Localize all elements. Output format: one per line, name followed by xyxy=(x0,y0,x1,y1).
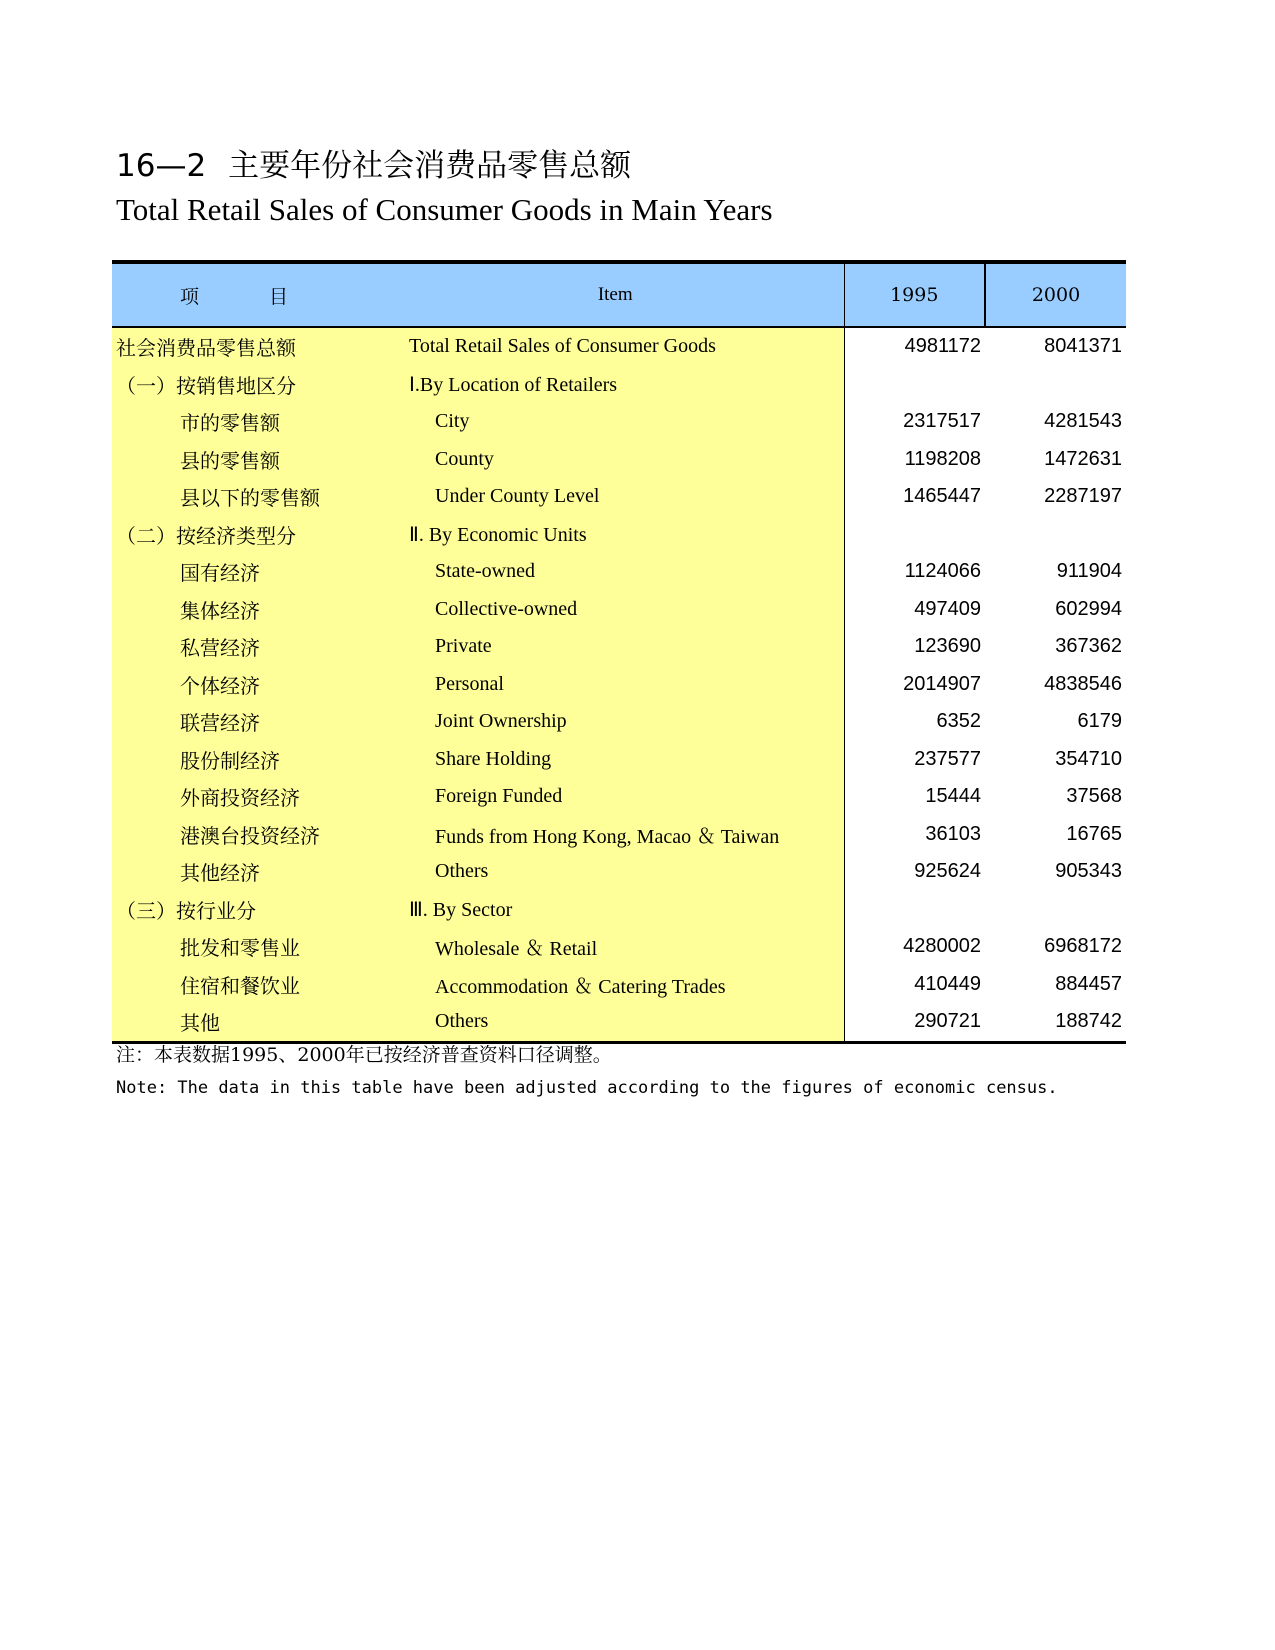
row-label-cn: 联营经济 xyxy=(112,703,387,741)
table-row xyxy=(112,778,1126,816)
table-row xyxy=(112,741,1126,779)
table-row xyxy=(112,928,1126,966)
table-row xyxy=(112,628,1126,666)
row-label-en: State-owned xyxy=(387,553,844,591)
row-value-1995: 1124066 xyxy=(904,560,981,583)
row-label-en: Funds from Hong Kong, Macao ＆ Taiwan xyxy=(387,816,844,854)
row-value-2000: 884457 xyxy=(1055,972,1122,995)
footnote-cn: 注：本表数据1995、2000年已按经济普查资料口径调整。 xyxy=(116,1044,612,1066)
row-value-2000 xyxy=(985,366,1126,404)
row-label-cn: 社会消费品零售总额 xyxy=(112,327,387,366)
table-number: 16—2 xyxy=(116,148,207,184)
table-row xyxy=(112,853,1126,891)
table-row xyxy=(112,478,1126,516)
row-label-cn: 县以下的零售额 xyxy=(112,478,387,516)
row-value-1995: 6352 xyxy=(936,710,981,733)
row-label-en: County xyxy=(387,441,844,479)
table-row xyxy=(112,327,1126,366)
row-value-1995: 925624 xyxy=(914,860,981,883)
row-label-en: Ⅱ. By Economic Units xyxy=(387,516,844,554)
row-value-1995: 4280002 xyxy=(903,935,981,958)
row-value-2000: 188742 xyxy=(1055,1010,1122,1033)
row-label-cn: 港澳台投资经济 xyxy=(112,816,387,854)
row-label-en: Accommodation ＆ Catering Trades xyxy=(387,966,844,1004)
row-label-cn: 集体经济 xyxy=(112,591,387,629)
row-value-2000: 1472631 xyxy=(1044,447,1122,470)
row-label-cn: 其他经济 xyxy=(112,853,387,891)
row-value-1995: 4981172 xyxy=(904,335,981,358)
page-title-en: Total Retail Sales of Consumer Goods in Main Years xyxy=(116,192,773,227)
row-label-cn: 住宿和餐饮业 xyxy=(112,966,387,1004)
row-label-en: Share Holding xyxy=(387,741,844,779)
row-value-2000: 2287197 xyxy=(1044,485,1122,508)
row-value-2000: 911904 xyxy=(1056,560,1122,583)
row-label-cn: 县的零售额 xyxy=(112,441,387,479)
row-value-2000: 6179 xyxy=(1077,710,1122,733)
table-row xyxy=(112,816,1126,854)
row-label-cn: （一）按销售地区分 xyxy=(112,366,387,404)
row-label-en: Under County Level xyxy=(387,478,844,516)
table-row xyxy=(112,403,1126,441)
table-row xyxy=(112,591,1126,629)
row-value-1995: 2317517 xyxy=(903,410,981,433)
row-label-cn: 个体经济 xyxy=(112,666,387,704)
row-label-en: Collective-owned xyxy=(387,591,844,629)
row-label-en: Ⅲ. By Sector xyxy=(387,891,844,929)
row-value-1995: 290721 xyxy=(914,1010,981,1033)
row-value-2000: 16765 xyxy=(1066,822,1122,845)
row-value-1995: 410449 xyxy=(914,972,981,995)
table-row xyxy=(112,891,1126,929)
row-label-cn: （三）按行业分 xyxy=(112,891,387,929)
row-label-cn: 国有经济 xyxy=(112,553,387,591)
row-value-1995: 36103 xyxy=(925,822,981,845)
row-value-2000: 6968172 xyxy=(1044,935,1122,958)
row-value-2000: 4281543 xyxy=(1044,410,1122,433)
row-label-cn: 股份制经济 xyxy=(112,741,387,779)
row-label-en: Joint Ownership xyxy=(387,703,844,741)
table-row xyxy=(112,441,1126,479)
row-value-1995 xyxy=(844,891,985,929)
table-row xyxy=(112,703,1126,741)
row-label-cn: 批发和零售业 xyxy=(112,928,387,966)
row-label-cn: 外商投资经济 xyxy=(112,778,387,816)
table-header-row xyxy=(112,262,1126,327)
row-value-2000: 4838546 xyxy=(1044,672,1122,695)
header-item-cn-b: 目 xyxy=(269,285,289,308)
row-label-en: Foreign Funded xyxy=(387,778,844,816)
table-body xyxy=(112,327,1126,1042)
row-value-2000: 367362 xyxy=(1055,635,1122,658)
header-year-2000: 2000 xyxy=(985,262,1126,327)
row-label-en: Others xyxy=(387,853,844,891)
row-value-2000 xyxy=(985,891,1126,929)
row-value-2000: 354710 xyxy=(1055,747,1122,770)
header-item-cn-a: 项 xyxy=(180,285,200,308)
row-value-1995: 237577 xyxy=(914,747,981,770)
table-row xyxy=(112,966,1126,1004)
header-item-cn xyxy=(112,262,387,327)
row-label-en: City xyxy=(387,403,844,441)
row-label-cn: 私营经济 xyxy=(112,628,387,666)
row-value-1995: 15444 xyxy=(925,785,981,808)
row-value-2000: 905343 xyxy=(1055,860,1122,883)
row-label-en: Total Retail Sales of Consumer Goods xyxy=(387,327,844,366)
row-value-2000: 8041371 xyxy=(1044,335,1122,358)
table-row xyxy=(112,666,1126,704)
table-row xyxy=(112,366,1126,404)
row-value-2000: 37568 xyxy=(1066,785,1122,808)
row-label-en: Personal xyxy=(387,666,844,704)
row-value-1995: 2014907 xyxy=(903,672,981,695)
page-title-cn xyxy=(116,146,631,186)
row-label-en: Ⅰ.By Location of Retailers xyxy=(387,366,844,404)
header-item-en: Item xyxy=(387,262,844,327)
row-value-1995: 497409 xyxy=(914,597,981,620)
row-label-en: Wholesale ＆ Retail xyxy=(387,928,844,966)
row-label-cn: 市的零售额 xyxy=(112,403,387,441)
row-label-en: Others xyxy=(387,1003,844,1042)
row-label-cn: （二）按经济类型分 xyxy=(112,516,387,554)
row-value-1995 xyxy=(844,366,985,404)
row-value-1995: 1198208 xyxy=(904,447,981,470)
footnote-en: Note: The data in this table have been adjusted according to the figures of economic census. xyxy=(116,1078,1058,1098)
row-value-2000: 602994 xyxy=(1055,597,1122,620)
header-year-1995: 1995 xyxy=(844,262,985,327)
table-row xyxy=(112,553,1126,591)
row-value-2000 xyxy=(985,516,1126,554)
title-cn-text: 主要年份社会消费品零售总额 xyxy=(228,148,632,184)
row-value-1995: 1465447 xyxy=(903,485,981,508)
row-value-1995: 123690 xyxy=(914,635,981,658)
table-row xyxy=(112,1003,1126,1042)
row-label-en: Private xyxy=(387,628,844,666)
row-value-1995 xyxy=(844,516,985,554)
retail-sales-table xyxy=(112,260,1126,1044)
table-row xyxy=(112,516,1126,554)
row-label-cn: 其他 xyxy=(112,1003,387,1042)
